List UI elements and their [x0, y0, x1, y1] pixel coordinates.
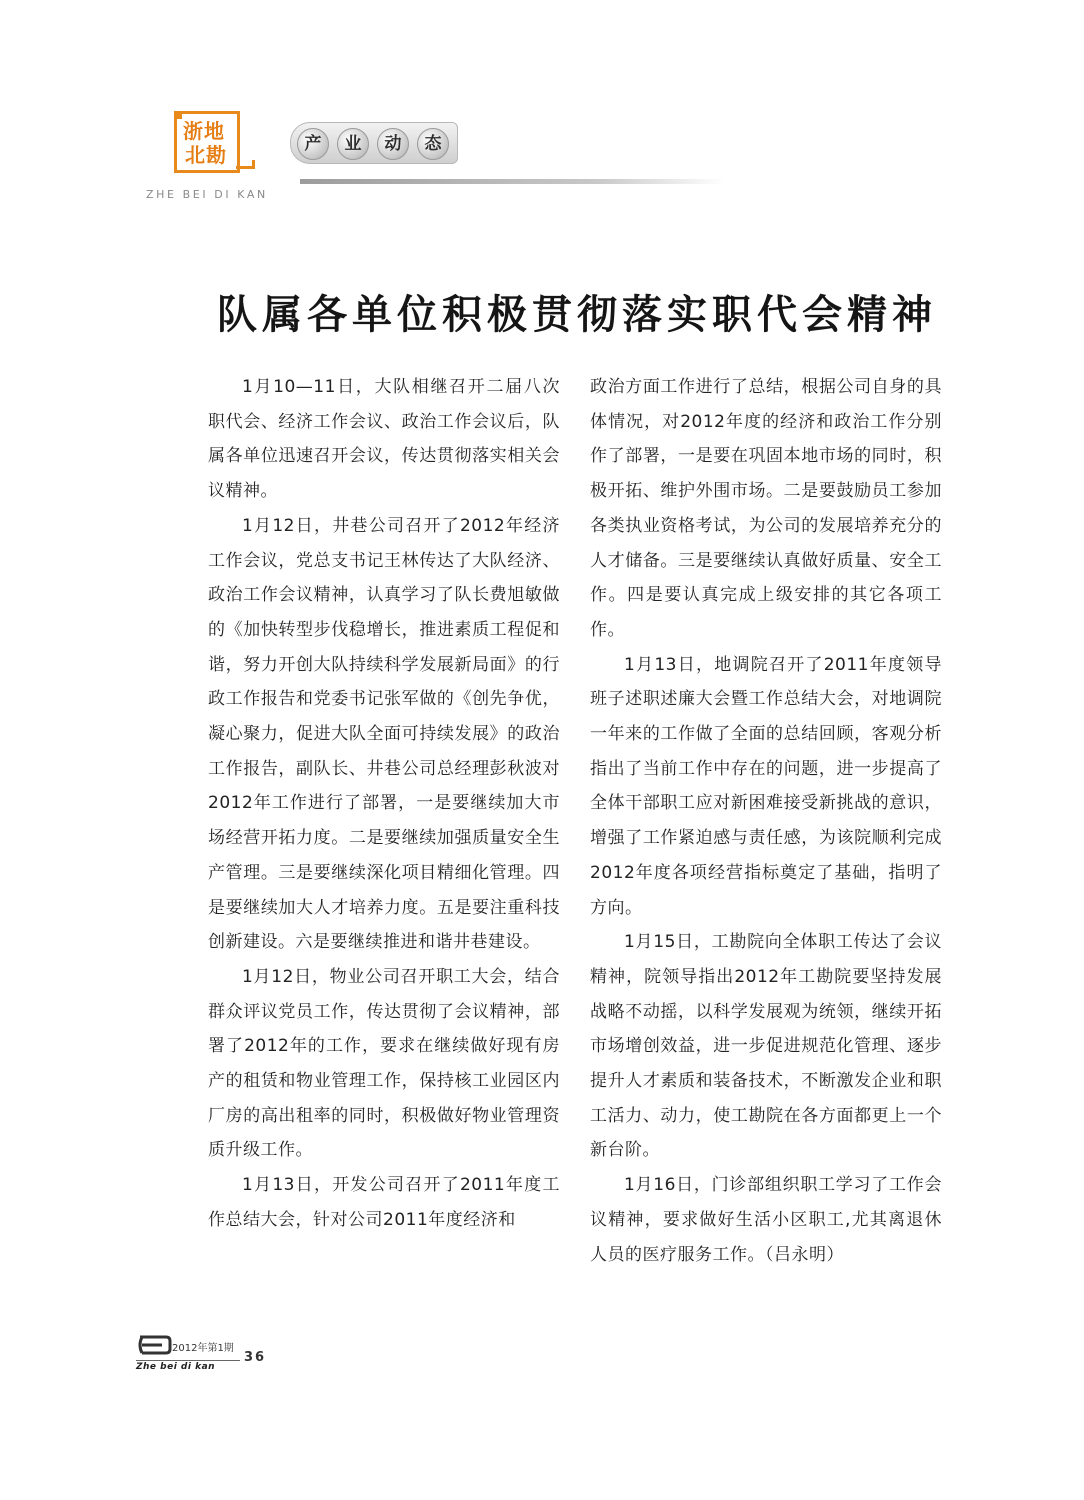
- section-char-2: 业: [337, 128, 369, 160]
- header-rule: [300, 179, 724, 184]
- logo-pinyin: ZHE BEI DI KAN: [146, 188, 268, 201]
- issue-label: 2012年第1期: [172, 1343, 234, 1354]
- section-banner: [290, 122, 458, 164]
- paragraph: 1月10—11日，大队相继召开二届八次职代会、经济工作会议、政治工作会议后，队属各单位迅速召开会议，传达贯彻落实相关会议精神。: [208, 377, 560, 502]
- paragraph-continuation: 政治方面工作进行了总结，根据公司自身的具体情况，对2012年度的经济和政治工作分别作了部署，一是要在巩固本地市场的同时，积极开拓、维护外围市场。二是要鼓励员工参加各类执业资格考试，为公司的发展培养充分的人才储备。三是要继续认真做好质量、安全工作。四是要认真完成上级安排的其它各项工作。: [590, 377, 942, 640]
- logo-decoration: [236, 160, 255, 169]
- right-column: [590, 370, 942, 1272]
- footer-rule: [136, 1360, 240, 1361]
- logo-line-1: 浙地: [183, 119, 225, 143]
- logo-line-2: 北勘: [185, 143, 227, 167]
- section-char-1: 产: [297, 128, 329, 160]
- left-column: [208, 370, 560, 1238]
- paragraph: 1月12日，井巷公司召开了2012年经济工作会议，党总支书记王林传达了大队经济、政治工作会议精神，认真学习了队长费旭敏做的《加快转型步伐稳增长，推进素质工程促和谐，努力开创大队持续科学发展新局面》的行政工作报告和党委书记张军做的《创先争优，凝心聚力，促进大队全面可持续发展》的政治工作报告，副队长、井巷公司总经理彭秋波对2012年工作进行了部署，一是要继续加大市场经营开拓力度。二是要继续加强质量安全生产管理。三是要继续深化项目精细化管理。四是要继续加大人才培养力度。五是要注重科技创新建设。六是要继续推进和谐井巷建设。: [208, 515, 560, 953]
- page-number: 36: [244, 1350, 267, 1365]
- paragraph: 1月12日，物业公司召开职工大会，结合群众评议党员工作，传达贯彻了会议精神，部署了2012年的工作，要求在继续做好现有房产的租赁和物业管理工作，保持核工业园区内厂房的高出租率的同时，积极做好物业管理资质升级工作。: [208, 966, 560, 1161]
- paragraph: 1月15日，工勘院向全体职工传达了会议精神，院领导指出2012年工勘院要坚持发展战略不动摇，以科学发展观为统领，继续开拓市场增创效益，进一步促进规范化管理、逐步提升人才素质和装备技术，不断激发企业和职工活力、动力，使工勘院在各方面都更上一个新台阶。: [590, 932, 942, 1161]
- paragraph: 1月13日，开发公司召开了2011年度工作总结大会，针对公司2011年度经济和: [208, 1175, 560, 1230]
- magazine-logo-icon: [136, 1333, 172, 1357]
- footer-pinyin: Zhe bei di kan: [136, 1362, 216, 1372]
- paragraph: 1月16日，门诊部组织职工学习了工作会议精神，要求做好生活小区职工,尤其离退休人员的医疗服务工作。（吕永明）: [590, 1175, 942, 1265]
- paragraph: 1月13日，地调院召开了2011年度领导班子述职述廉大会暨工作总结大会，对地调院一年来的工作做了全面的总结回顾，客观分析指出了当前工作中存在的问题，进一步提高了全体干部职工应对新困难接受新挑战的意识，增强了工作紧迫感与责任感，为该院顺利完成2012年度各项经营指标奠定了基础，指明了方向。: [590, 654, 942, 918]
- logo: [174, 111, 240, 173]
- section-char-4: 态: [417, 128, 449, 160]
- section-char-3: 动: [377, 128, 409, 160]
- article-title: 队属各单位积极贯彻落实职代会精神: [217, 292, 937, 338]
